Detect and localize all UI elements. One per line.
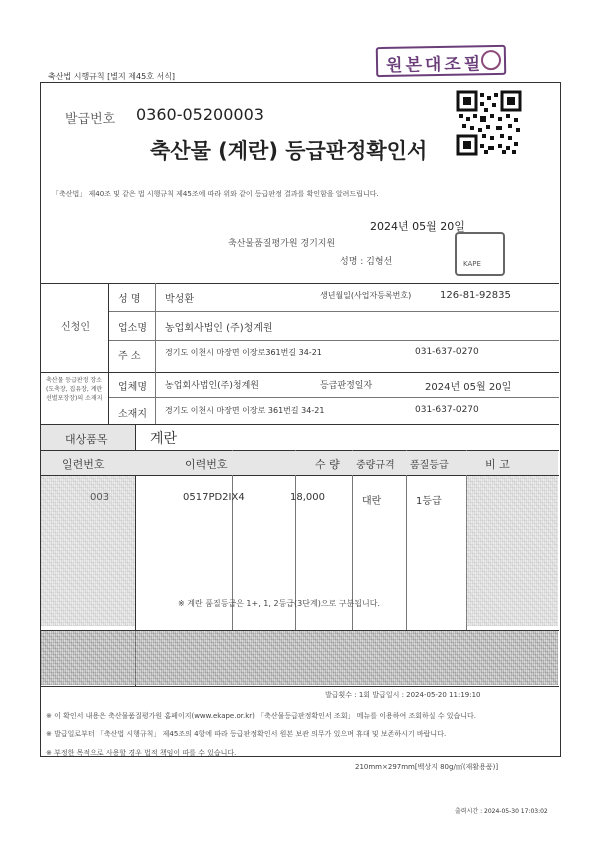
col-header-serial: 일련번호 — [62, 458, 105, 471]
official-seal-icon — [455, 232, 505, 276]
applicant-id: 126-81-92835 — [440, 290, 511, 301]
applicant-name: 박성환 — [165, 294, 194, 305]
cert-number-label: 발급번호 — [65, 112, 116, 127]
note-2: ※ 발급일로부터 「축산법 시행규칙」 제45조의 4항에 따라 등급판정확인서 원본 보관 의무가 있으며 휴대 및 보존하시기 바랍니다. — [46, 730, 447, 738]
note-1: ※ 이 확인서 내용은 축산물품질평가원 홈페이지(www.ekape.or.kr) 「축산물등급판정확인서 조회」 메뉴를 이용하여 조회하실 수 있습니다. — [46, 712, 477, 720]
issuer-org: 축산물품질평가원 경기지원 — [228, 239, 336, 249]
form-reference: 축산법 시행규칙 [별지 제45호 서식] — [48, 72, 176, 81]
grading-date-label: 등급판정일자 — [320, 381, 373, 391]
print-time: 출력시간 : 2024-05-30 17:03:02 — [455, 808, 548, 815]
issue-date: 2024년 05월 20일 — [370, 220, 465, 233]
row-serial: 003 — [90, 492, 110, 503]
col-header-qty: 수 량 — [315, 458, 340, 471]
stamp-text: 원본대조필 — [385, 54, 484, 76]
issuer-name: 성명 : 김형선 — [340, 257, 393, 267]
grading-date: 2024년 05월 20일 — [425, 382, 512, 393]
row-trace-no: 0517PD2IX4 — [183, 492, 245, 503]
applicant-id-label: 생년월일(사업자등록번호) — [320, 291, 412, 300]
applicant-address: 경기도 이천시 마장면 이장로361번길 34-21 — [165, 348, 322, 357]
row-weight-class: 대란 — [362, 496, 382, 507]
paper-spec: 210mm×297mm[백상지 80g/㎡(재활용품)] — [355, 763, 499, 771]
facility-group-label: 축산물 등급판정 장소(도축장, 집유장, 계란선별포장장)의 소재지 — [46, 377, 103, 402]
cert-number: 0360-05200003 — [136, 105, 264, 124]
security-pattern — [41, 631, 558, 685]
qr-code-icon — [456, 90, 522, 156]
seal-text: KAPE — [463, 260, 481, 268]
applicant-address-label: 주 소 — [118, 351, 141, 362]
row-grade: 1등급 — [416, 496, 442, 507]
applicant-label: 신청인 — [61, 322, 90, 333]
facility-name: 농업회사법인(주)청계원 — [165, 381, 259, 391]
applicant-name-label: 성 명 — [118, 294, 141, 305]
row-quantity: 18,000 — [290, 492, 325, 503]
original-copy-stamp — [376, 45, 507, 77]
product-value: 계란 — [150, 431, 178, 447]
col-header-trace: 이력번호 — [185, 458, 228, 471]
facility-name-label: 업체명 — [118, 382, 147, 393]
facility-address: 경기도 이천시 마장면 이장로 361번길 34-21 — [165, 406, 325, 415]
intro-text: 「축산법」 제40조 및 같은 법 시행규칙 제45조에 따라 위와 같이 등급판정 결과를 확인함을 알려드립니다. — [52, 190, 379, 198]
page-title: 축산물 (계란) 등급판정확인서 — [150, 139, 428, 163]
applicant-phone: 031-637-0270 — [415, 347, 479, 357]
security-pattern — [41, 476, 135, 626]
col-header-grade: 품질등급 — [410, 460, 449, 471]
facility-address-label: 소재지 — [118, 409, 147, 420]
stamp-seal-icon — [481, 50, 501, 70]
grade-footnote: ※ 계란 품질등급은 1+, 1, 2등급(3단계)으로 구분됩니다. — [178, 599, 380, 608]
security-pattern — [466, 476, 558, 626]
col-header-note: 비 고 — [485, 458, 510, 471]
note-3: ※ 부정한 목적으로 사용할 경우 법적 책임이 따를 수 있습니다. — [46, 749, 237, 757]
company-name: 농업회사법인 (주)청계원 — [165, 323, 273, 334]
facility-phone: 031-637-0270 — [415, 405, 479, 415]
product-label: 대상품목 — [65, 433, 108, 446]
company-label: 업소명 — [118, 323, 147, 334]
issue-count: 발급횟수 : 1회 발급일시 : 2024-05-20 11:19:10 — [325, 691, 481, 699]
col-header-weight: 중량규격 — [356, 460, 395, 471]
